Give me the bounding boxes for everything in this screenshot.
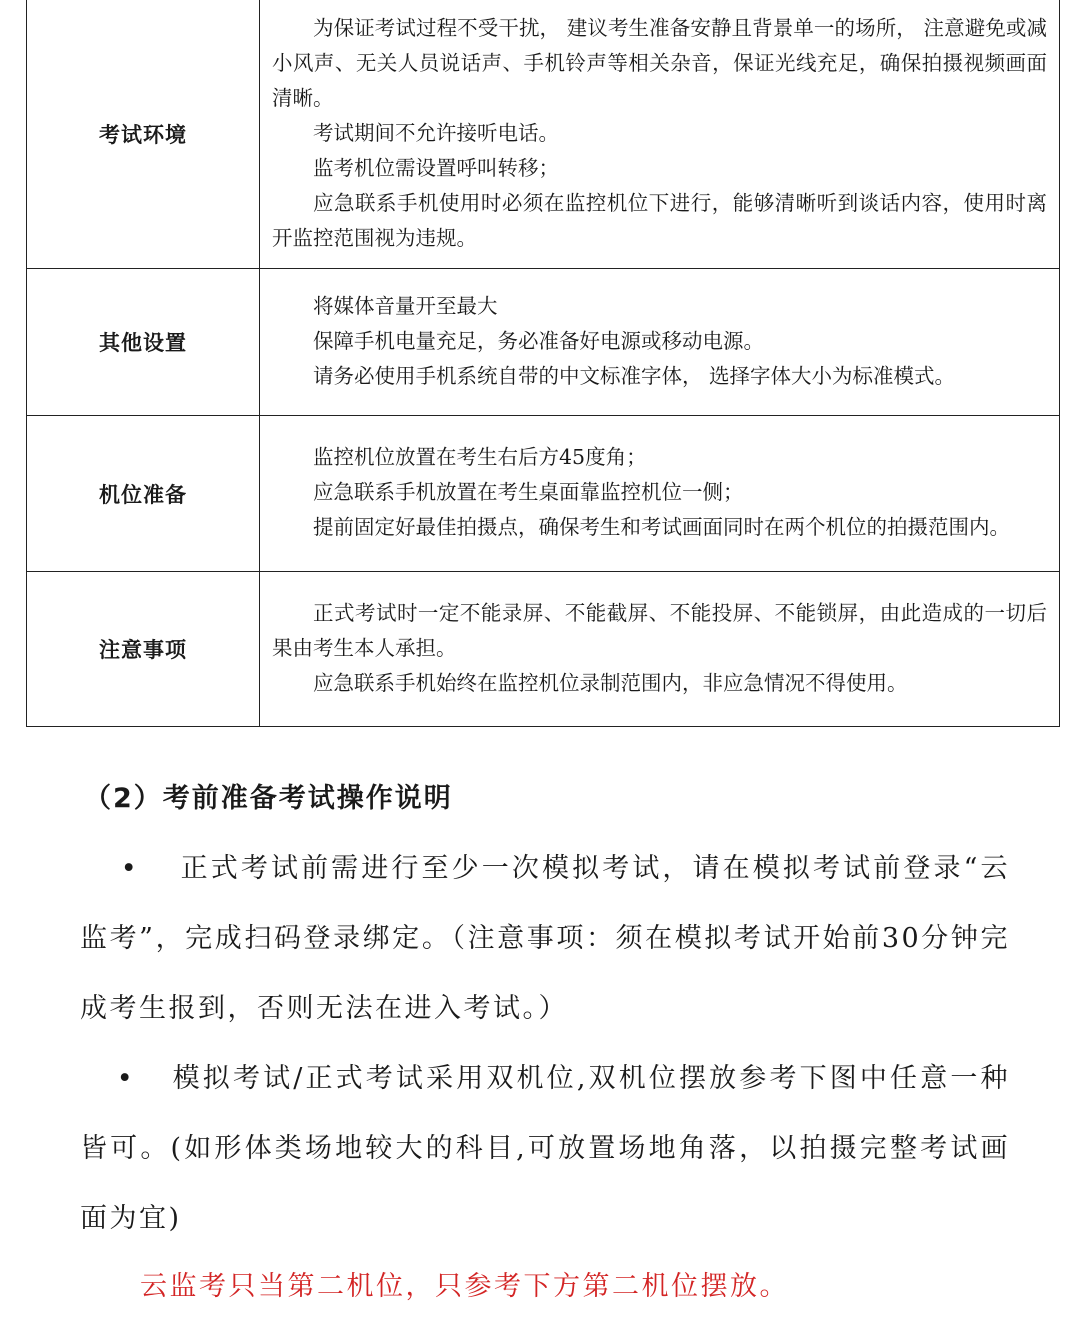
content-line: 考试期间不允许接听电话。: [313, 120, 559, 145]
row-label-exam-environment: 考试环境: [27, 0, 260, 269]
exam-requirements-table: [26, 0, 1060, 727]
bullet-icon: •: [116, 1063, 136, 1094]
content-line: 应急联系手机使用时必须在监控机位下进行，能够清晰听到谈话内容，使用时离开监控范围视为违规。: [272, 190, 1047, 250]
content-line: 监考机位需设置呼叫转移；: [313, 155, 559, 180]
content-line: 请务必使用手机系统自带的中文标准字体， 选择字体大小为标准模式。: [313, 363, 956, 388]
row-content-notes: [260, 572, 1060, 727]
content-line: 正式考试时一定不能录屏、不能截屏、不能投屏、不能锁屏，由此造成的一切后果由考生本人承担。: [272, 600, 1047, 660]
row-label-camera-position: 机位准备: [27, 416, 260, 572]
table-row: [27, 0, 1060, 269]
content-line: 为保证考试过程不受干扰， 建议考生准备安静且背景单一的场所， 注意避免或减小风声、无关人员说话声、手机铃声等相关杂音，保证光线充足，确保拍摄视频画面清晰。: [272, 15, 1047, 110]
table-row: [27, 572, 1060, 727]
instruction-list: [80, 834, 1010, 1254]
row-label-notes: 注意事项: [27, 572, 260, 727]
table-row: [27, 416, 1060, 572]
section-heading: （2）考前准备考试操作说明: [84, 783, 453, 814]
highlighted-note: 云监考只当第二机位，只参考下方第二机位摆放。: [140, 1271, 789, 1302]
row-label-other-settings: 其他设置: [27, 269, 260, 416]
table-row: [27, 269, 1060, 416]
content-line: 将媒体音量开至最大: [313, 293, 498, 318]
bullet-text: 正式考试前需进行至少一次模拟考试，请在模拟考试前登录“云监考”，完成扫码登录绑定。（注意事项：须在模拟考试开始前30分钟完成考生报到，否则无法在进入考试。）: [80, 853, 1010, 1024]
row-content-exam-environment: [260, 0, 1060, 269]
content-line: 监控机位放置在考生右后方45度角；: [313, 445, 647, 469]
bullet-icon: •: [120, 853, 140, 884]
content-line: 应急联系手机放置在考生桌面靠监控机位一侧；: [313, 480, 744, 504]
list-item: [80, 834, 1010, 1044]
list-item: [80, 1044, 1010, 1254]
content-line: 保障手机电量充足，务必准备好电源或移动电源。: [313, 328, 764, 353]
bullet-text: 模拟考试/正式考试采用双机位,双机位摆放参考下图中任意一种皆可。(如形体类场地较大的科目,可放置场地角落，以拍摄完整考试画面为宜): [80, 1063, 1010, 1234]
row-content-camera-position: [260, 416, 1060, 572]
content-line: 应急联系手机始终在监控机位录制范围内，非应急情况不得使用。: [313, 670, 908, 695]
content-line: 提前固定好最佳拍摄点，确保考生和考试画面同时在两个机位的拍摄范围内。: [313, 515, 1010, 539]
row-content-other-settings: [260, 269, 1060, 416]
